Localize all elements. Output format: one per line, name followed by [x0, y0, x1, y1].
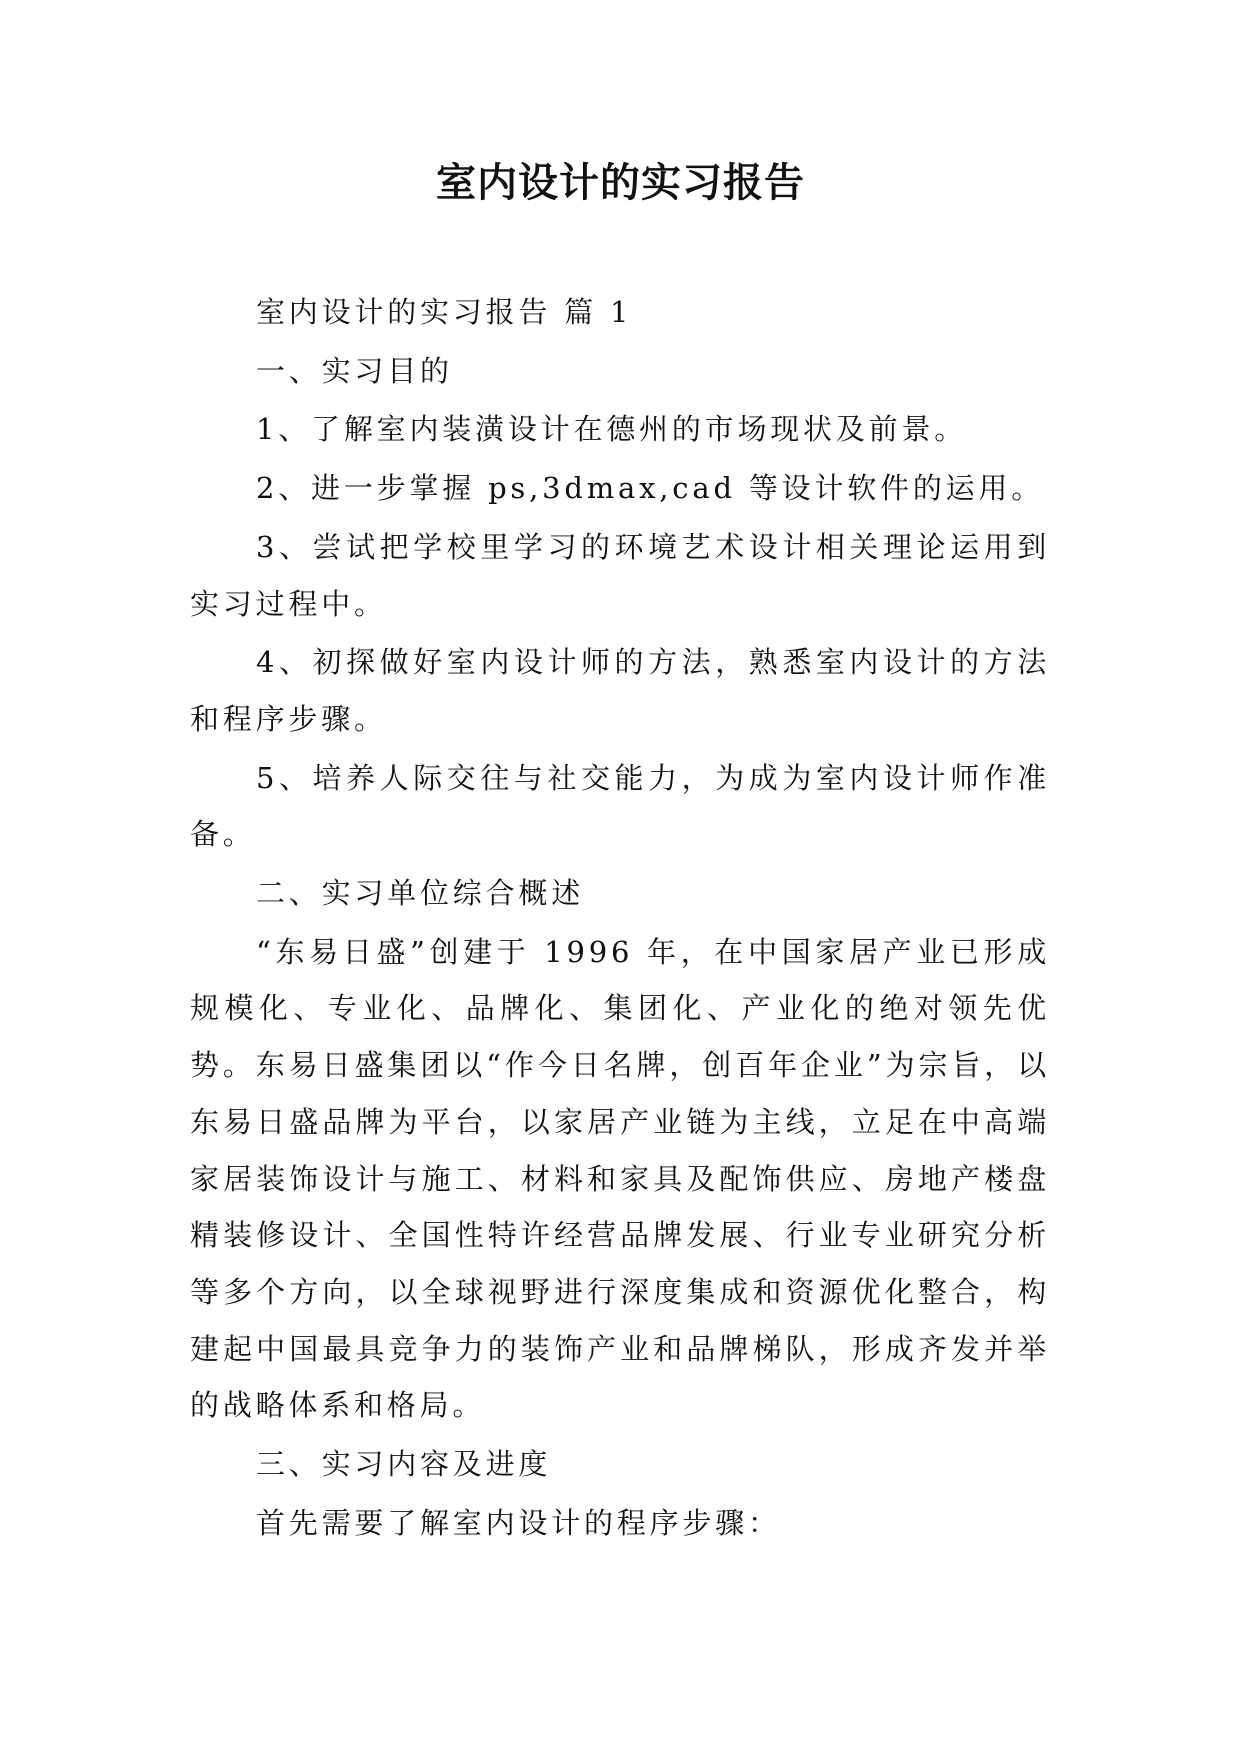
subsection-heading: 二、实习单位综合概述: [256, 876, 585, 911]
section-heading: 室内设计的实习报告 篇 1: [256, 295, 633, 329]
body-paragraph: “东易日盛”创建于 1996 年，在中国家居产业已形成规模化、专业化、品牌化、集团化、产业化的绝对领先优势。东易日盛集团以“作今日名牌，创百年企业”为宗旨，以东易日盛品牌为平台，以家居产业链为主线，立足在中高端家居装饰设计与施工、材料和家具及配饰供应、房地产楼盘精装修设计、全国性特许经营品牌发展、行业专业研究分析等多个方向，以全球视野进行深度集成和资源优化整合，构建起中国最具竞争力的装饰产业和品牌梯队，形成齐发并举的战略体系和格局。: [190, 934, 1050, 1423]
list-item: 4、初探做好室内设计师的方法，熟悉室内设计的方法和程序步骤。: [190, 645, 1050, 736]
list-item: 5、培养人际交往与社交能力，为成为室内设计师作准备。: [190, 760, 1050, 852]
subsection-heading: 一、实习目的: [256, 353, 453, 388]
list-item: 1、了解室内装潢设计在德州的市场现状及前景。: [256, 412, 968, 447]
list-item: 3、尝试把学校里学习的环境艺术设计相关理论运用到实习过程中。: [190, 529, 1050, 621]
list-item: 2、进一步掌握 ps,3dmax,cad 等设计软件的运用。: [256, 471, 1045, 506]
subsection-heading: 三、实习内容及进度: [256, 1447, 552, 1482]
document-body: [190, 284, 1050, 1553]
page-title: 室内设计的实习报告: [436, 159, 805, 206]
body-paragraph: 首先需要了解室内设计的程序步骤：: [256, 1505, 781, 1540]
